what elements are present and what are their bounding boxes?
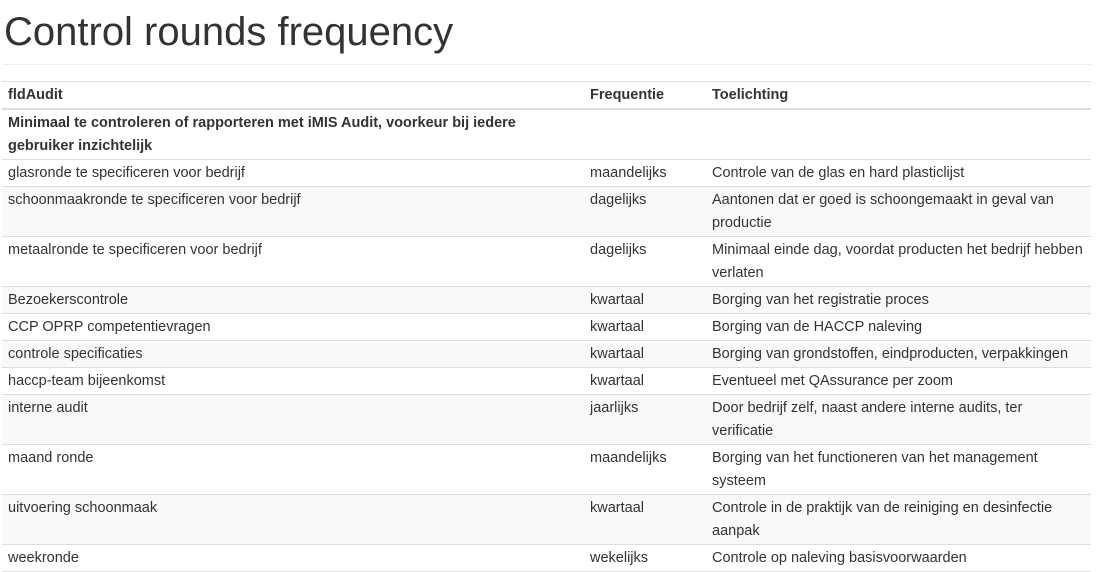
cell-toelichting: Minimaal einde dag, voordat producten het bedrijf hebben verlaten: [706, 237, 1091, 287]
cell-frequentie: maandelijks: [584, 160, 706, 187]
cell-fldaudit: CCP OPRP competentievragen: [2, 314, 584, 341]
table-row[interactable]: [2, 187, 1091, 237]
cell-frequentie: kwartaal: [584, 314, 706, 341]
cell-fldaudit: Bezoekerscontrole: [2, 287, 584, 314]
cell-fldaudit: uitvoering schoonmaak: [2, 495, 584, 545]
cell-fldaudit: schoonmaakronde te specificeren voor bedrijf: [2, 187, 584, 237]
table-row[interactable]: [2, 341, 1091, 368]
table-body: [2, 109, 1091, 572]
cell-toelichting: Controle op naleving basisvoorwaarden: [706, 545, 1091, 572]
column-header-fldaudit[interactable]: fldAudit: [2, 82, 584, 110]
cell-toelichting: Door bedrijf zelf, naast andere interne audits, ter verificatie: [706, 395, 1091, 445]
cell-fldaudit: weekronde: [2, 545, 584, 572]
table-row[interactable]: [2, 445, 1091, 495]
group-label: Minimaal te controleren of rapporteren met iMIS Audit, voorkeur bij iedere gebruiker inzichtelijk: [8, 115, 516, 154]
column-header-toelichting[interactable]: Toelichting: [706, 82, 1091, 110]
cell-toelichting: Borging van het functioneren van het management systeem: [706, 445, 1091, 495]
cell-frequentie: kwartaal: [584, 495, 706, 545]
table-row[interactable]: [2, 287, 1091, 314]
table-row[interactable]: [2, 237, 1091, 287]
cell-toelichting: Borging van de HACCP naleving: [706, 314, 1091, 341]
cell-fldaudit: haccp-team bijeenkomst: [2, 368, 584, 395]
frequency-table: [2, 81, 1091, 572]
cell-fldaudit: glasronde te specificeren voor bedrijf: [2, 160, 584, 187]
cell-frequentie: maandelijks: [584, 445, 706, 495]
cell-frequentie: kwartaal: [584, 368, 706, 395]
title-divider: [2, 64, 1092, 65]
table-row[interactable]: [2, 368, 1091, 395]
cell-toelichting: Controle van de glas en hard plasticlijst: [706, 160, 1091, 187]
group-cell-empty: [706, 109, 1091, 160]
table-row[interactable]: [2, 495, 1091, 545]
cell-frequentie: jaarlijks: [584, 395, 706, 445]
column-header-frequentie[interactable]: Frequentie: [584, 82, 706, 110]
table-row[interactable]: [2, 160, 1091, 187]
cell-toelichting: Eventueel met QAssurance per zoom: [706, 368, 1091, 395]
cell-fldaudit: controle specificaties: [2, 341, 584, 368]
table-row[interactable]: [2, 545, 1091, 572]
page-title: Control rounds frequency: [4, 10, 454, 54]
cell-frequentie: dagelijks: [584, 187, 706, 237]
header-row: [2, 82, 1091, 110]
cell-toelichting: Borging van het registratie proces: [706, 287, 1091, 314]
group-row: [2, 109, 1091, 160]
cell-toelichting: Controle in de praktijk van de reiniging en desinfectie aanpak: [706, 495, 1091, 545]
cell-fldaudit: maand ronde: [2, 445, 584, 495]
cell-toelichting: Aantonen dat er goed is schoongemaakt in geval van productie: [706, 187, 1091, 237]
cell-fldaudit: interne audit: [2, 395, 584, 445]
cell-frequentie: kwartaal: [584, 341, 706, 368]
cell-frequentie: dagelijks: [584, 237, 706, 287]
group-cell-empty: [584, 109, 706, 160]
cell-frequentie: wekelijks: [584, 545, 706, 572]
table-row[interactable]: [2, 395, 1091, 445]
cell-toelichting: Borging van grondstoffen, eindproducten, verpakkingen: [706, 341, 1091, 368]
cell-fldaudit: metaalronde te specificeren voor bedrijf: [2, 237, 584, 287]
table-row[interactable]: [2, 314, 1091, 341]
table-header: [2, 82, 1091, 110]
cell-frequentie: kwartaal: [584, 287, 706, 314]
